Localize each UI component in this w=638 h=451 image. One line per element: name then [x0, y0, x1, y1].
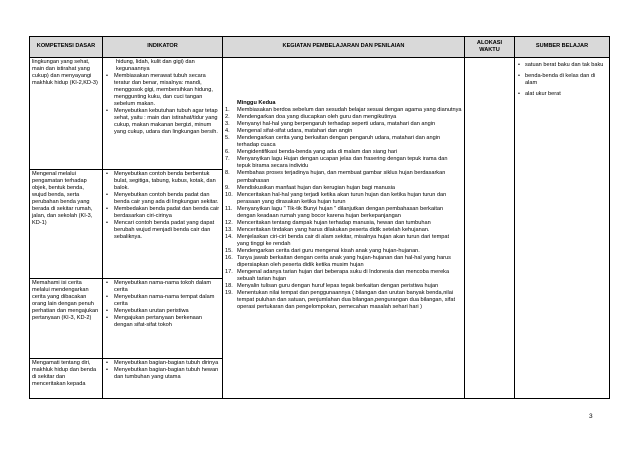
header-kompetensi-dasar: KOMPETENSI DASAR [30, 37, 103, 58]
kd-cell: Mengamati tentang diri, makhluk hidup dan benda di sekitar dan menceritakan kepada [30, 359, 103, 399]
list-item: • Mencari contoh benda padat yang dapat berubah wujud menjadi benda cair dan sebaliknya. [105, 220, 220, 241]
list-item: • benda-benda di kelas dan di alam [517, 73, 607, 87]
header-sumber-belajar: SUMBER BELAJAR [515, 37, 610, 58]
indikator-list [105, 171, 220, 241]
list-item: • Menyebutkan urutan peristiwa [105, 308, 220, 315]
indikator-cell [103, 359, 223, 399]
sumber-cell [515, 58, 610, 399]
list-item: • Menyebutkan nama-nama tokoh dalam cerita [105, 280, 220, 294]
indikator-continued: hidung, lidah, kulit dan gigi) dan kegunaannya [116, 59, 195, 73]
kegiatan-item: 4. Mengenal sifat-sifat udara, matahari dan angin [225, 128, 462, 135]
list-item: • Menyebutkan contoh benda padat dan benda cair yang ada di lingkungan sekitar. [105, 192, 220, 206]
list-item: • Membiasakan merawat tubuh secara teratur dan benar, misalnya: mandi, menggosok gigi, membersihkan hidung, menggunting kuku, dan cuci tangan sebelum makan. [105, 73, 220, 108]
indikator-list [105, 73, 220, 136]
indikator-list [105, 280, 220, 329]
header-indikator: INDIKATOR [103, 37, 223, 58]
kegiatan-item: 12. Menceritakan tentang dampak hujan terhadap manusia, hewan dan tumbuhan [225, 220, 462, 227]
table-header-row [30, 37, 610, 58]
kd-cell: Memahami isi cerita melalui mendengarkan cerita yang dibacakan orang lain dengan penuh perhatian dan mengajukan pertanyaan (KI-3, KD-2) [30, 279, 103, 359]
rpp-table [29, 36, 610, 399]
kegiatan-item: 3. Menyanyi hal-hal yang berpengaruh terhadap seperti udara, matahari dan angin [225, 121, 462, 128]
kegiatan-item: 14. Menjelaskan ciri-ciri benda cair di alam sekitar, misalnya hujan akan turun dari tempat yang tinggi ke rendah [225, 234, 462, 248]
kegiatan-item: 19. Menentukan nilai tempat dan penggunaannya ( bilangan dan urutan banyak benda,nilai tempat puluhan dan satuan, penjumlahan dua bilangan,pengurangan dua bilangan, sifat operasi pertukaran dan pengelompokan, pemecahan masalah sehari hari ) [225, 290, 462, 311]
kegiatan-item: 16. Tanya jawab berkaitan dengan cerita anak yang hujan-hujanan dan hal-hal yang harus dipersiapkan oleh peserta didik ketika musim hujan [225, 255, 462, 269]
header-alokasi-waktu: ALOKASI WAKTU [465, 37, 515, 58]
kegiatan-cell [223, 58, 465, 399]
kegiatan-item: 1. Membiasakan berdoa sebelum dan sesudah belajar sesuai dengan agama yang dianutnya [225, 107, 462, 114]
list-item: • Membedakan benda padat dan benda cair berdasarkan ciri-cirinya [105, 206, 220, 220]
kegiatan-item: 5. Mendengarkan cerita yang berkaitan dengan pengaruh udara, matahari dan angin terhadap cuaca [225, 135, 462, 149]
kegiatan-item: 10. Menceritakan hal-hal yang terjadi ketika akan turun hujan dan ketika hujan turun dan perasaan yang dirasakan ketika hujan turun [225, 192, 462, 206]
kegiatan-heading: Minggu Kedua [237, 100, 276, 106]
kegiatan-item: 18. Menyalin tulisan guru dengan huruf lepas tegak berkaitan dengan peristiwa hujan [225, 283, 462, 290]
alokasi-cell [465, 58, 515, 399]
kd-cell: lingkungan yang sehat, main dan istirahat yang cukup) dan menyayangi makhluk hidup (KI-2,KD-3) [30, 58, 103, 170]
sumber-list [517, 62, 607, 98]
indikator-cell [103, 58, 223, 170]
table-row [30, 58, 610, 170]
page-number: 3 [589, 413, 593, 420]
indikator-cell [103, 170, 223, 279]
list-item: • Menyebutkan contoh benda berbentuk bulat, segitiga, tabung, kubus, kotak, dan balok. [105, 171, 220, 192]
indikator-cell [103, 279, 223, 359]
kegiatan-list [225, 107, 462, 311]
list-item: • satuan berat baku dan tak baku [517, 62, 607, 69]
kegiatan-item: 13. Menceritakan tindakan yang harus dilakukan peserta didik setelah kehujanan. [225, 227, 462, 234]
kegiatan-item: 7. Menyanyikan lagu Hujan dengan ucapan jelas dan frasering dengan tepuk irama dan tepuk birama secara individu [225, 156, 462, 170]
list-item: • alat ukur berat [517, 91, 607, 98]
kegiatan-item: 6. Mengidentifikasi benda-benda yang ada di malam dan siang hari [225, 149, 462, 156]
list-item: • Menyebutkan bagian-bagian tubuh dirinya [105, 360, 220, 367]
kd-cell: Mengenal melalui pengamatan terhadap objek, bentuk benda, wujud benda, serta perubahan benda yang berada di sekitar rumah, jalan, dan sekolah (KI-3, KD-1) [30, 170, 103, 279]
list-item: • Menyebutkan kebutuhan tubuh agar tetap sehat, yaitu : main dan istirahat/tidur yang cukup, makan makanan bergizi, minum yang cukup, udara dan lingkungan bersih. [105, 108, 220, 136]
kegiatan-item: 9. Mendiskusikan manfaat hujan dan kerugian hujan bagi manusia [225, 185, 462, 192]
list-item: • Menyebutkan bagian-bagian tubuh hewan dan tumbuhan yang utama [105, 367, 220, 381]
kegiatan-item: 15. Mendengarkan cerita dari guru mengenai kisah anak yang hujan-hujanan. [225, 248, 462, 255]
list-item: • Mengajukan pertanyaan berkenaan dengan sifat-sifat tokoh [105, 315, 220, 329]
list-item: • Menyebutkan nama-nama tempat dalam cerita [105, 294, 220, 308]
header-kegiatan: KEGIATAN PEMBELAJARAN DAN PENILAIAN [223, 37, 465, 58]
kegiatan-item: 8. Membahas proses terjadinya hujan, dan membuat gambar siklus hujan berdasarkan pembahasan [225, 170, 462, 184]
kegiatan-item: 17. Mengenal adanya tarian hujan dari beberapa suku di Indonesia dan mencoba mereka sebuah tarian hujan [225, 269, 462, 283]
indikator-list [105, 360, 220, 381]
kegiatan-item: 11. Menyanyikan lagu " Tik-tik Bunyi hujan " dilanjutkan dengan pembahasan berkaitan dengan keadaan rumah yang bocor karena hujan berkepanjangan [225, 206, 462, 220]
kegiatan-item: 2. Mendengarkan doa yang diucapkan oleh guru dan mengikutinya [225, 114, 462, 121]
